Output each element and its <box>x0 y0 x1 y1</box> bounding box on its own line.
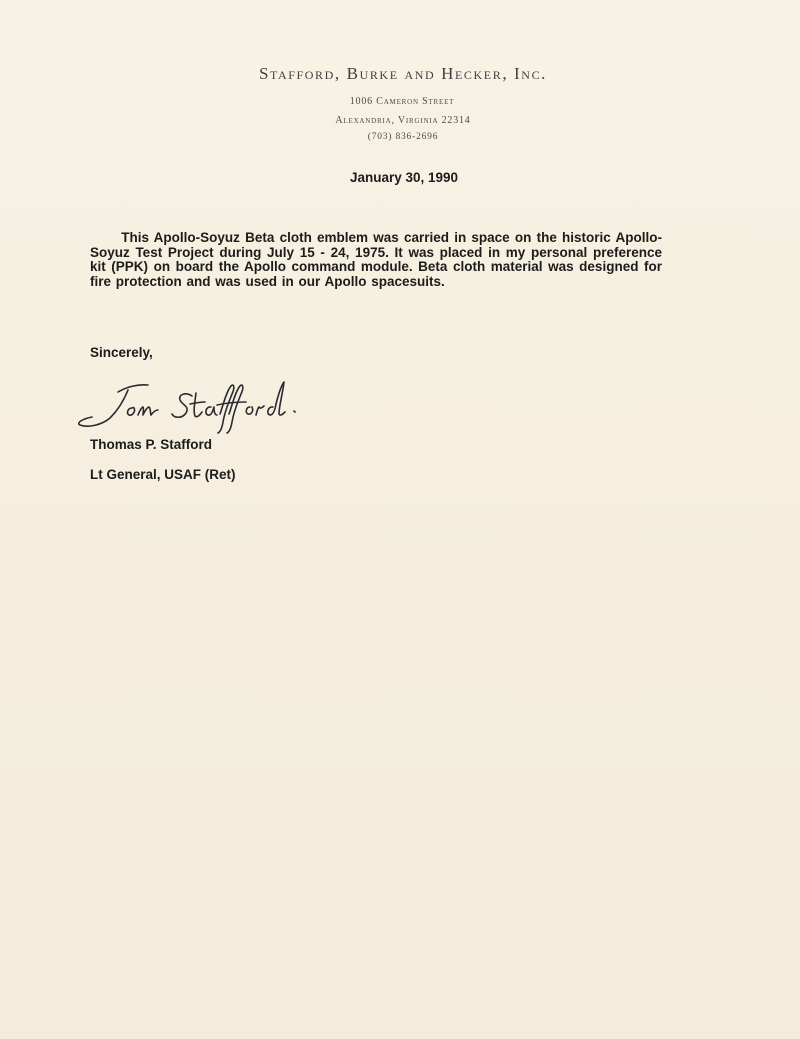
signer-title: Lt General, USAF (Ret) <box>90 467 236 482</box>
city-address: Alexandria, Virginia 22314 <box>335 115 471 126</box>
street-address: 1006 Cameron Street <box>349 96 455 107</box>
handwritten-signature <box>74 378 324 436</box>
letter-body <box>90 231 662 289</box>
company-name: Stafford, Burke and Hecker, Inc. <box>258 64 548 83</box>
letter-date: January 30, 1990 <box>349 170 459 185</box>
closing-salutation: Sincerely, <box>90 345 153 360</box>
body-paragraph-text: This Apollo-Soyuz Beta cloth emblem was carried in space on the historic Apollo-Soyuz Test Project during July 15 - 24, 1975. It was placed in my personal preference kit (PPK) on board the Apollo command module. Beta cloth material was designed for fire protection and was used in our Apollo spacesuits. <box>90 230 662 289</box>
signer-name: Thomas P. Stafford <box>90 437 213 452</box>
phone-number: (703) 836-2696 <box>367 132 439 142</box>
body-paragraph <box>90 231 662 289</box>
